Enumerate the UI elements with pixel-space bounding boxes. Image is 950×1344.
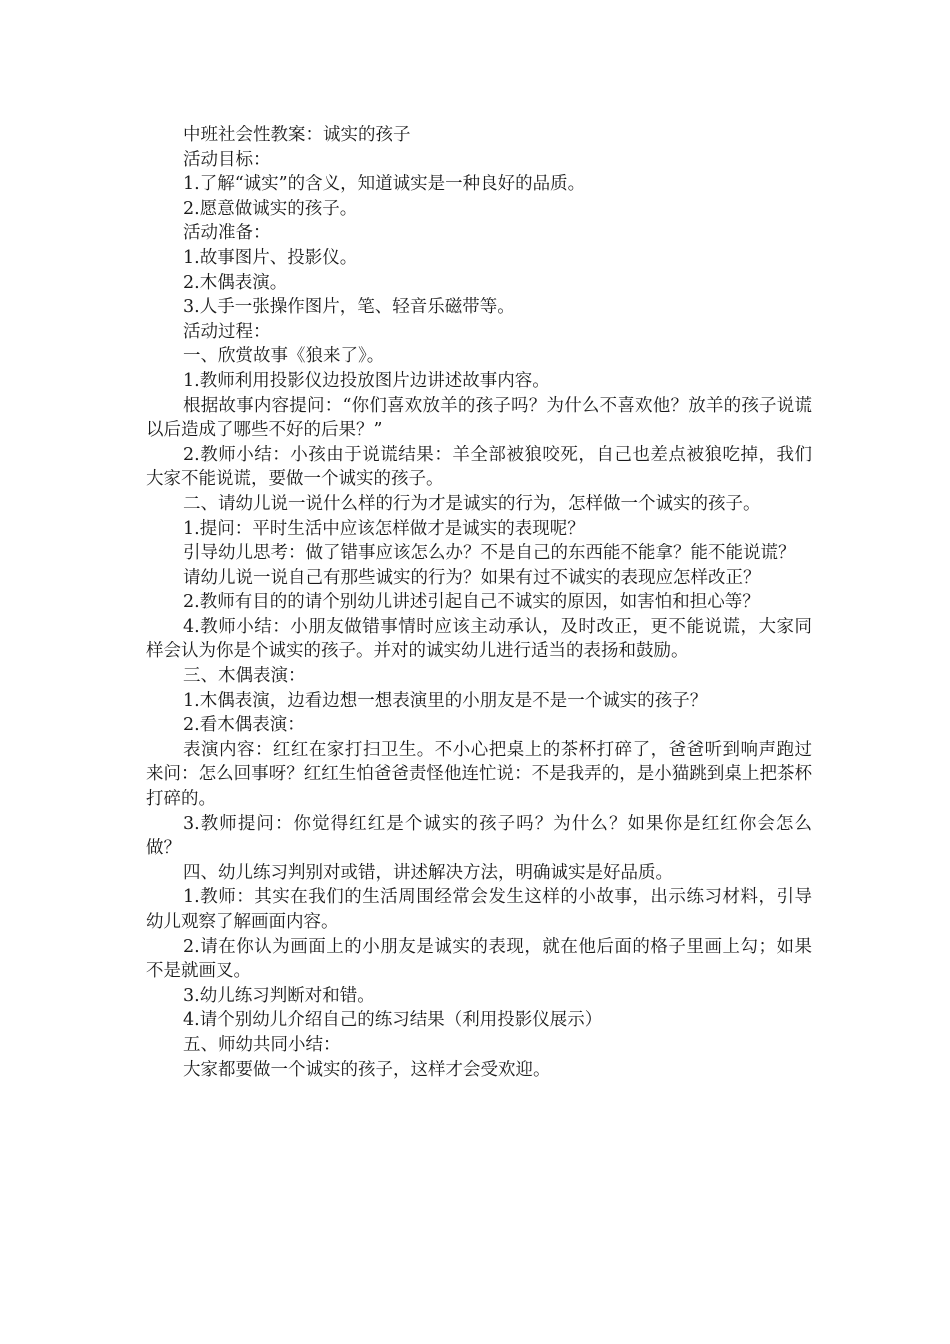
section-heading-practice: 四、幼儿练习判别对或错，讲述解决方法，明确诚实是好品质。 (183, 862, 673, 883)
paragraph: 表演内容：红红在家打扫卫生。不小心把桌上的茶杯打碎了，爸爸听到响声跑过来问：怎么回事呀？红红生怕爸爸责怪他连忙说：不是我弄的，是小猫跳到桌上把茶杯打碎的。 (146, 739, 812, 810)
paragraph: 1.教师利用投影仪边投放图片边讲述故事内容。 (183, 370, 550, 391)
paragraph: 3.人手一张操作图片，笔、轻音乐磁带等。 (183, 297, 515, 318)
paragraph: 大家都要做一个诚实的孩子，这样才会受欢迎。 (183, 1059, 551, 1080)
section-heading-summary: 五、师幼共同小结： (183, 1034, 341, 1055)
paragraph: 4.请个别幼儿介绍自己的练习结果（利用投影仪展示） (183, 1010, 603, 1031)
paragraph: 3.幼儿练习判断对和错。 (183, 985, 375, 1006)
paragraph: 1.木偶表演，边看边想一想表演里的小朋友是不是一个诚实的孩子？ (183, 690, 708, 711)
paragraph: 3.教师提问：你觉得红红是个诚实的孩子吗？为什么？如果你是红红你会怎么做？ (146, 813, 812, 859)
paragraph: 引导幼儿思考：做了错事应该怎么办？不是自己的东西能不能拿？能不能说谎？ (183, 543, 796, 564)
paragraph: 2.看木偶表演： (183, 715, 305, 736)
section-heading-goals: 活动目标： (183, 149, 271, 170)
paragraph: 1.了解“诚实”的含义，知道诚实是一种良好的品质。 (183, 174, 586, 195)
lesson-plan-body (146, 123, 812, 1082)
paragraph: 2.教师有目的的请个别幼儿讲述引起自己不诚实的原因，如害怕和担心等？ (183, 592, 760, 613)
paragraph: 2.木偶表演。 (183, 272, 288, 293)
paragraph: 2.请在你认为画面上的小朋友是诚实的表现，就在他后面的格子里画上勾；如果不是就画叉。 (146, 936, 812, 982)
section-heading-preparation: 活动准备： (183, 223, 271, 244)
paragraph: 1.教师：其实在我们的生活周围经常会发生这样的小故事，出示练习材料，引导幼儿观察了解画面内容。 (146, 887, 812, 932)
section-heading-discussion: 二、请幼儿说一说什么样的行为才是诚实的行为，怎样做一个诚实的孩子。 (183, 493, 761, 514)
document-title: 中班社会性教案：诚实的孩子 (183, 125, 411, 145)
paragraph: 2.愿意做诚实的孩子。 (183, 198, 358, 219)
section-heading-story: 一、欣赏故事《狼来了》。 (183, 346, 385, 367)
section-heading-puppet-show: 三、木偶表演： (183, 666, 306, 687)
paragraph: 请幼儿说一说自己有那些诚实的行为？如果有过不诚实的表现应怎样改正？ (183, 567, 761, 588)
paragraph: 2.教师小结：小孩由于说谎结果：羊全部被狼咬死，自己也差点被狼吃掉，我们大家不能说谎，要做一个诚实的孩子。 (146, 444, 812, 490)
section-heading-process: 活动过程： (183, 321, 271, 342)
paragraph: 根据故事内容提问：“你们喜欢放羊的孩子吗？为什么不喜欢他？放羊的孩子说谎以后造成了哪些不好的后果？” (146, 395, 812, 441)
paragraph: 1.提问：平时生活中应该怎样做才是诚实的表现呢？ (183, 518, 585, 539)
paragraph: 4.教师小结：小朋友做错事情时应该主动承认，及时改正，更不能说谎，大家同样会认为你是个诚实的孩子。并对的诚实幼儿进行适当的表扬和鼓励。 (146, 616, 812, 662)
paragraph: 1.故事图片、投影仪。 (183, 247, 358, 268)
